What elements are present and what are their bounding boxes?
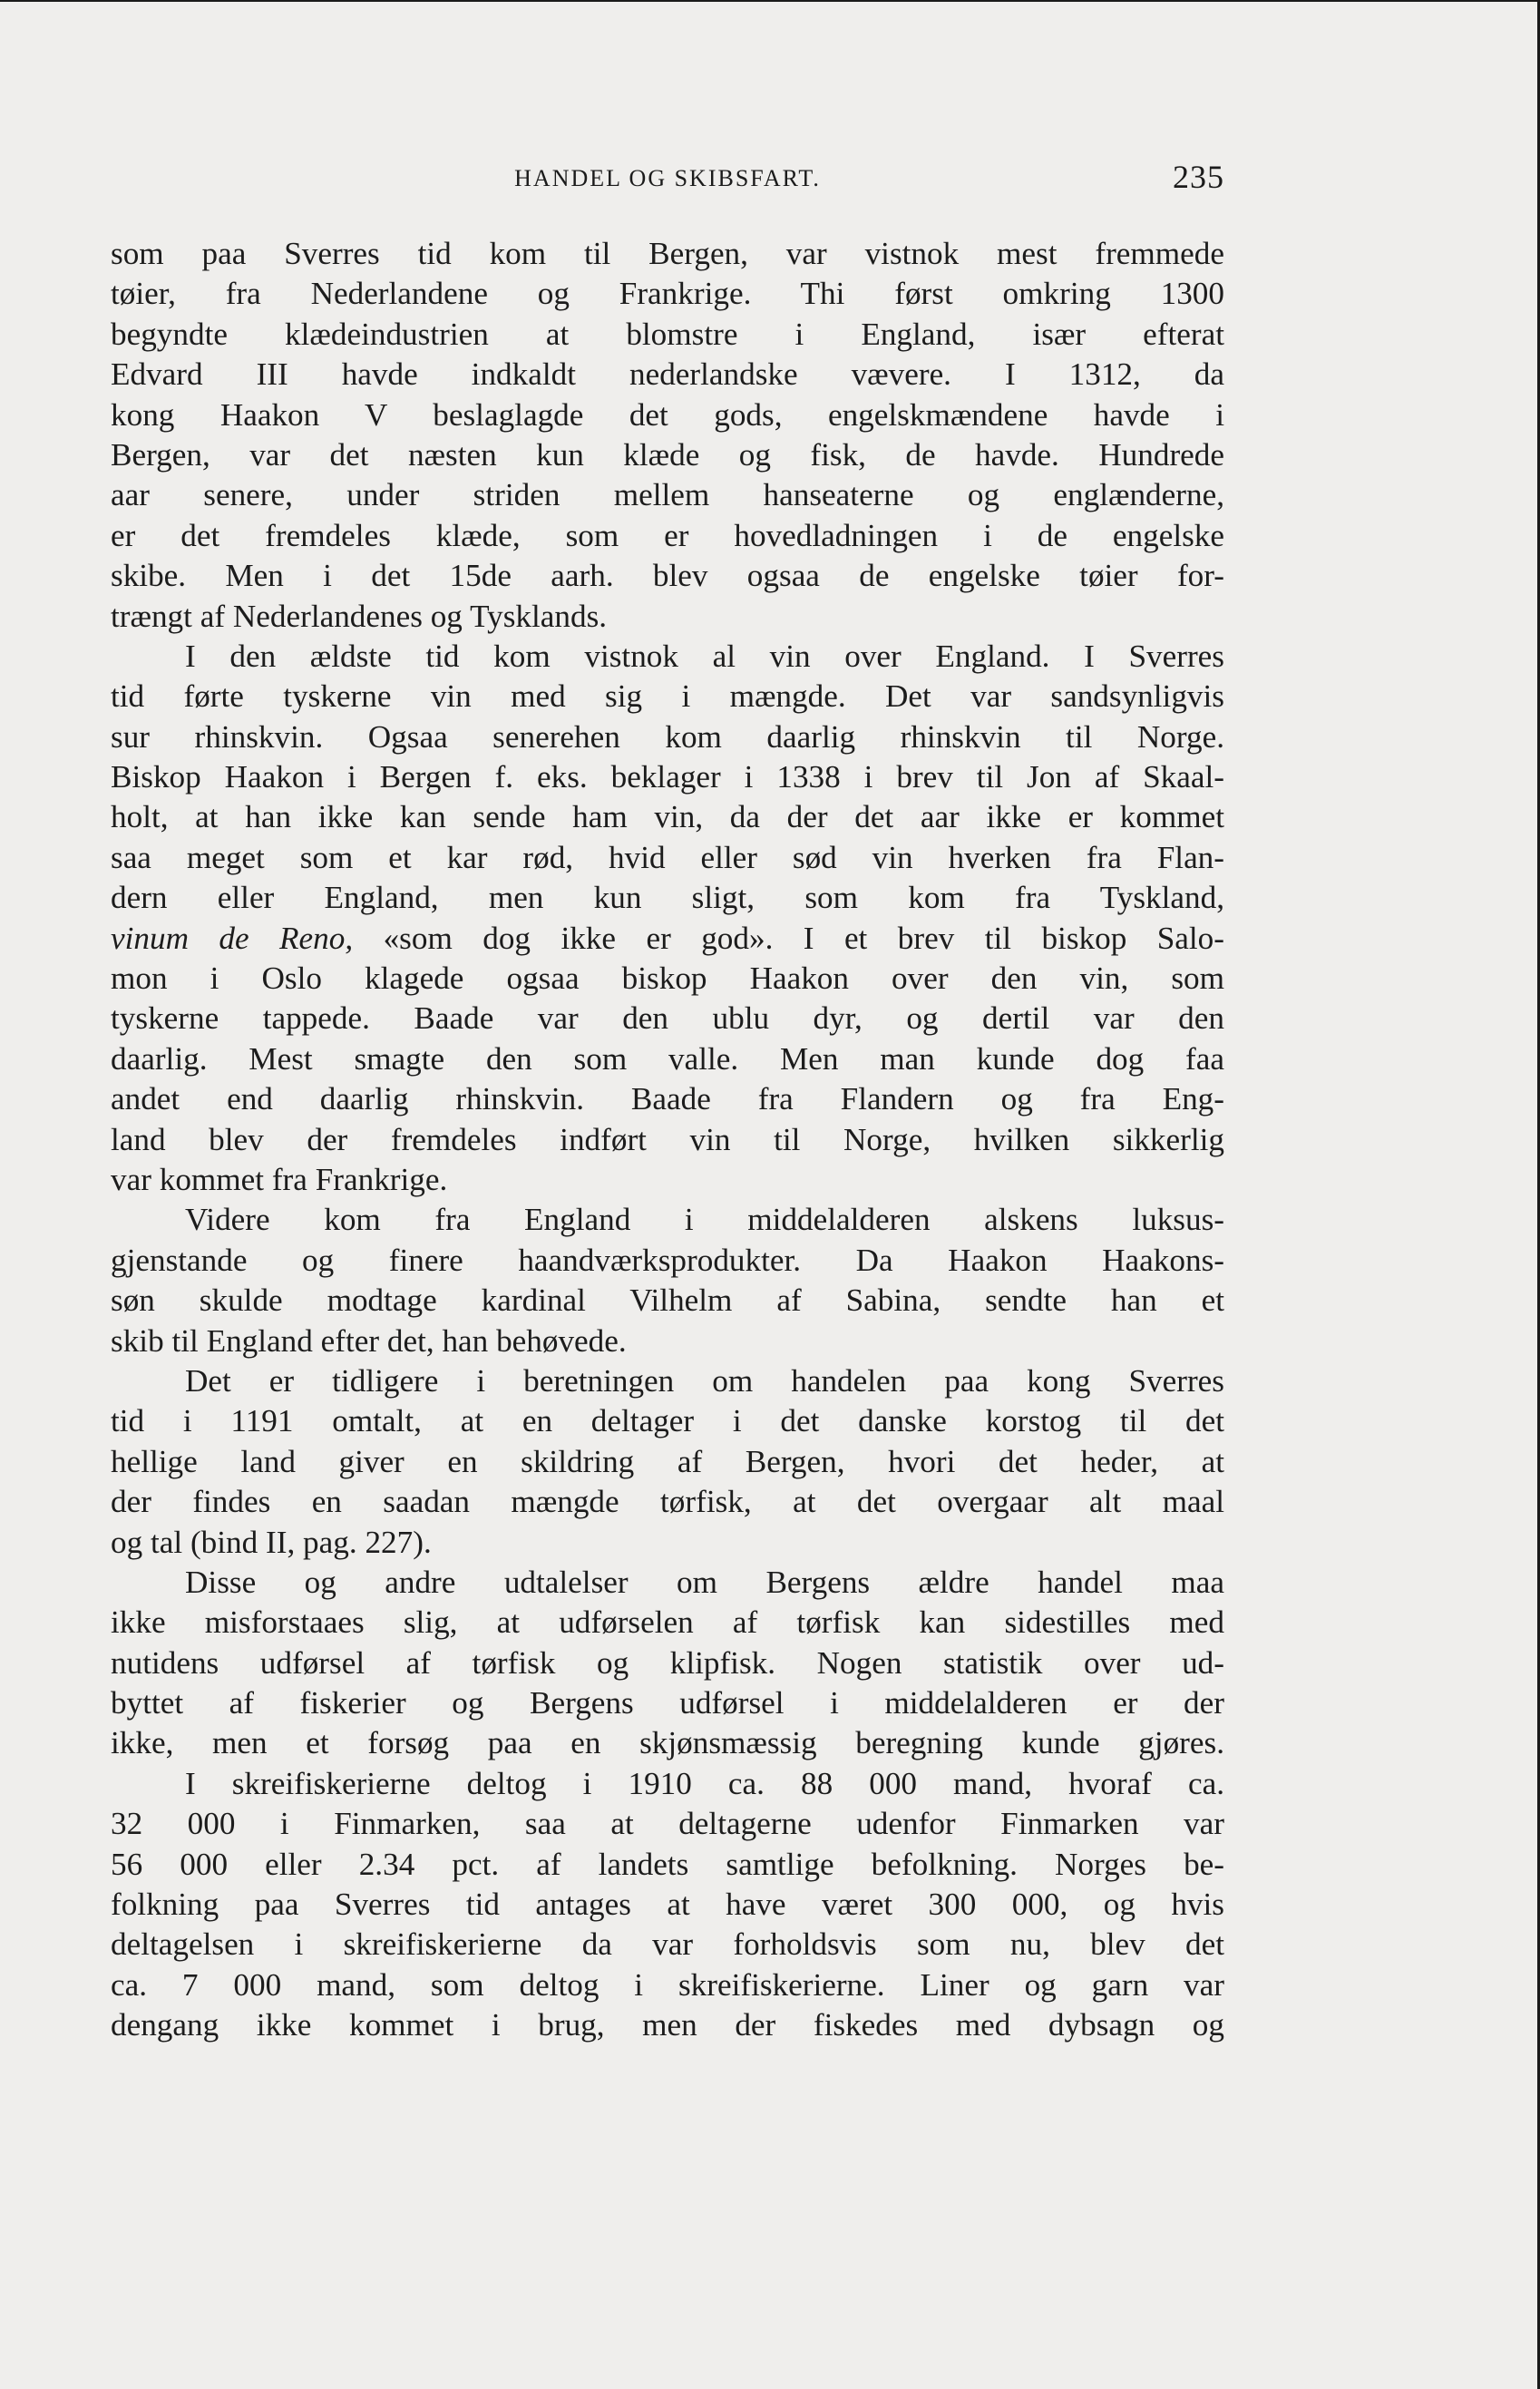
text-line: Bergen, var det næsten kun klæde og fisk, de havde. Hundrede: [111, 436, 1224, 473]
text-line: tid førte tyskerne vin med sig i mængde. Det var sandsynligvis: [111, 678, 1224, 715]
line-remainder: «som dog ikke er god». I et brev til biskop Salo-: [353, 920, 1224, 956]
text-line: dengang ikke kommet i brug, men der fiskedes med dybsagn og: [111, 2007, 1224, 2043]
text-line: dern eller England, men kun sligt, som kom fra Tyskland,: [111, 880, 1224, 916]
text-line: skibe. Men i det 15de aarh. blev ogsaa de engelske tøier for-: [111, 558, 1224, 594]
text-line: 32 000 i Finmarken, saa at deltagerne udenfor Finmarken var: [111, 1806, 1224, 1842]
text-line: er det fremdeles klæde, som er hovedladningen i de engelske: [111, 517, 1224, 553]
running-head: [111, 158, 1224, 203]
text-line: ikke, men et forsøg paa en skjønsmæssig beregning kunde gjøres.: [111, 1725, 1224, 1761]
text-line: [111, 919, 1224, 959]
body-text: [111, 234, 1224, 2046]
text-line: sur rhinskvin. Ogsaa senerehen kom daarlig rhinskvin til Norge.: [111, 718, 1224, 755]
text-line: I den ældste tid kom vistnok al vin over England. I Sverres: [185, 638, 1224, 674]
text-line: var kommet fra Frankrige.: [111, 1161, 448, 1197]
text-line: holt, at han ikke kan sende ham vin, da der det aar ikke er kommet: [111, 799, 1224, 835]
text-line: trængt af Nederlandenes og Tysklands.: [111, 598, 608, 634]
text-line: mon i Oslo klagede ogsaa biskop Haakon over den vin, som: [111, 960, 1224, 997]
page-number: 235: [1173, 159, 1224, 195]
text-line: Videre kom fra England i middelalderen alskens luksus-: [185, 1202, 1224, 1238]
text-line: byttet af fiskerier og Bergens udførsel i middelalderen er der: [111, 1685, 1224, 1721]
text-line: nutidens udførsel af tørfisk og klipfisk. Nogen statistik over ud-: [111, 1644, 1224, 1681]
text-line: tøier, fra Nederlandene og Frankrige. Thi først omkring 1300: [111, 276, 1224, 312]
text-line: Disse og andre udtalelser om Bergens ældre handel maa: [185, 1564, 1224, 1600]
latin-phrase: vinum de Reno,: [111, 920, 354, 956]
text-line: ikke misforstaaes slig, at udførselen af tørfisk kan sidestilles med: [111, 1604, 1224, 1641]
text-line: som paa Sverres tid kom til Bergen, var vistnok mest fremmede: [111, 236, 1224, 271]
text-line: 56 000 eller 2.34 pct. af landets samtlige befolkning. Norges be-: [111, 1846, 1224, 1882]
text-line: skib til England efter det, han behøvede.: [111, 1322, 627, 1359]
text-line: Det er tidligere i beretningen om handelen paa kong Sverres: [185, 1362, 1224, 1399]
text-line: deltagelsen i skreifiskerierne da var forholdsvis som nu, blev det: [111, 1926, 1224, 1963]
text-line: Edvard III havde indkaldt nederlandske vævere. I 1312, da: [111, 356, 1224, 393]
text-line: begyndte klædeindustrien at blomstre i England, især efterat: [111, 316, 1224, 352]
text-line: ca. 7 000 mand, som deltog i skreifiskerierne. Liner og garn var: [111, 1966, 1224, 2003]
text-line: der findes en saadan mængde tørfisk, at det overgaar alt maal: [111, 1484, 1224, 1520]
text-line: saa meget som et kar rød, hvid eller sød vin hverken fra Flan-: [111, 839, 1224, 875]
text-line: daarlig. Mest smagte den som valle. Men man kunde dog faa: [111, 1040, 1224, 1077]
text-line: tyskerne tappede. Baade var den ublu dyr, og dertil var den: [111, 1000, 1224, 1037]
text-line: I skreifiskerierne deltog i 1910 ca. 88 000 mand, hvoraf ca.: [185, 1765, 1224, 1801]
text-line: andet end daarlig rhinskvin. Baade fra Flandern og fra Eng-: [111, 1081, 1224, 1117]
text-line: land blev der fremdeles indført vin til Norge, hvilken sikkerlig: [111, 1121, 1224, 1157]
text-line: tid i 1191 omtalt, at en deltager i det danske korstog til det: [111, 1403, 1224, 1439]
text-line: gjenstande og finere haandværksprodukter. Da Haakon Haakons-: [111, 1242, 1224, 1278]
text-line: folkning paa Sverres tid antages at have været 300 000, og hvis: [111, 1887, 1224, 1923]
text-line: Biskop Haakon i Bergen f. eks. beklager i 1338 i brev til Jon af Skaal-: [111, 759, 1224, 795]
running-head-title: HANDEL OG SKIBSFART.: [514, 165, 821, 191]
text-line: søn skulde modtage kardinal Vilhelm af Sabina, sendte han et: [111, 1282, 1224, 1319]
text-line: aar senere, under striden mellem hanseaterne og englænderne,: [111, 477, 1224, 513]
text-line: hellige land giver en skildring af Bergen, hvori det heder, at: [111, 1443, 1224, 1479]
text-line: kong Haakon V beslaglagde det gods, engelskmændene havde i: [111, 396, 1224, 433]
text-line: og tal (bind II, pag. 227).: [111, 1524, 432, 1560]
